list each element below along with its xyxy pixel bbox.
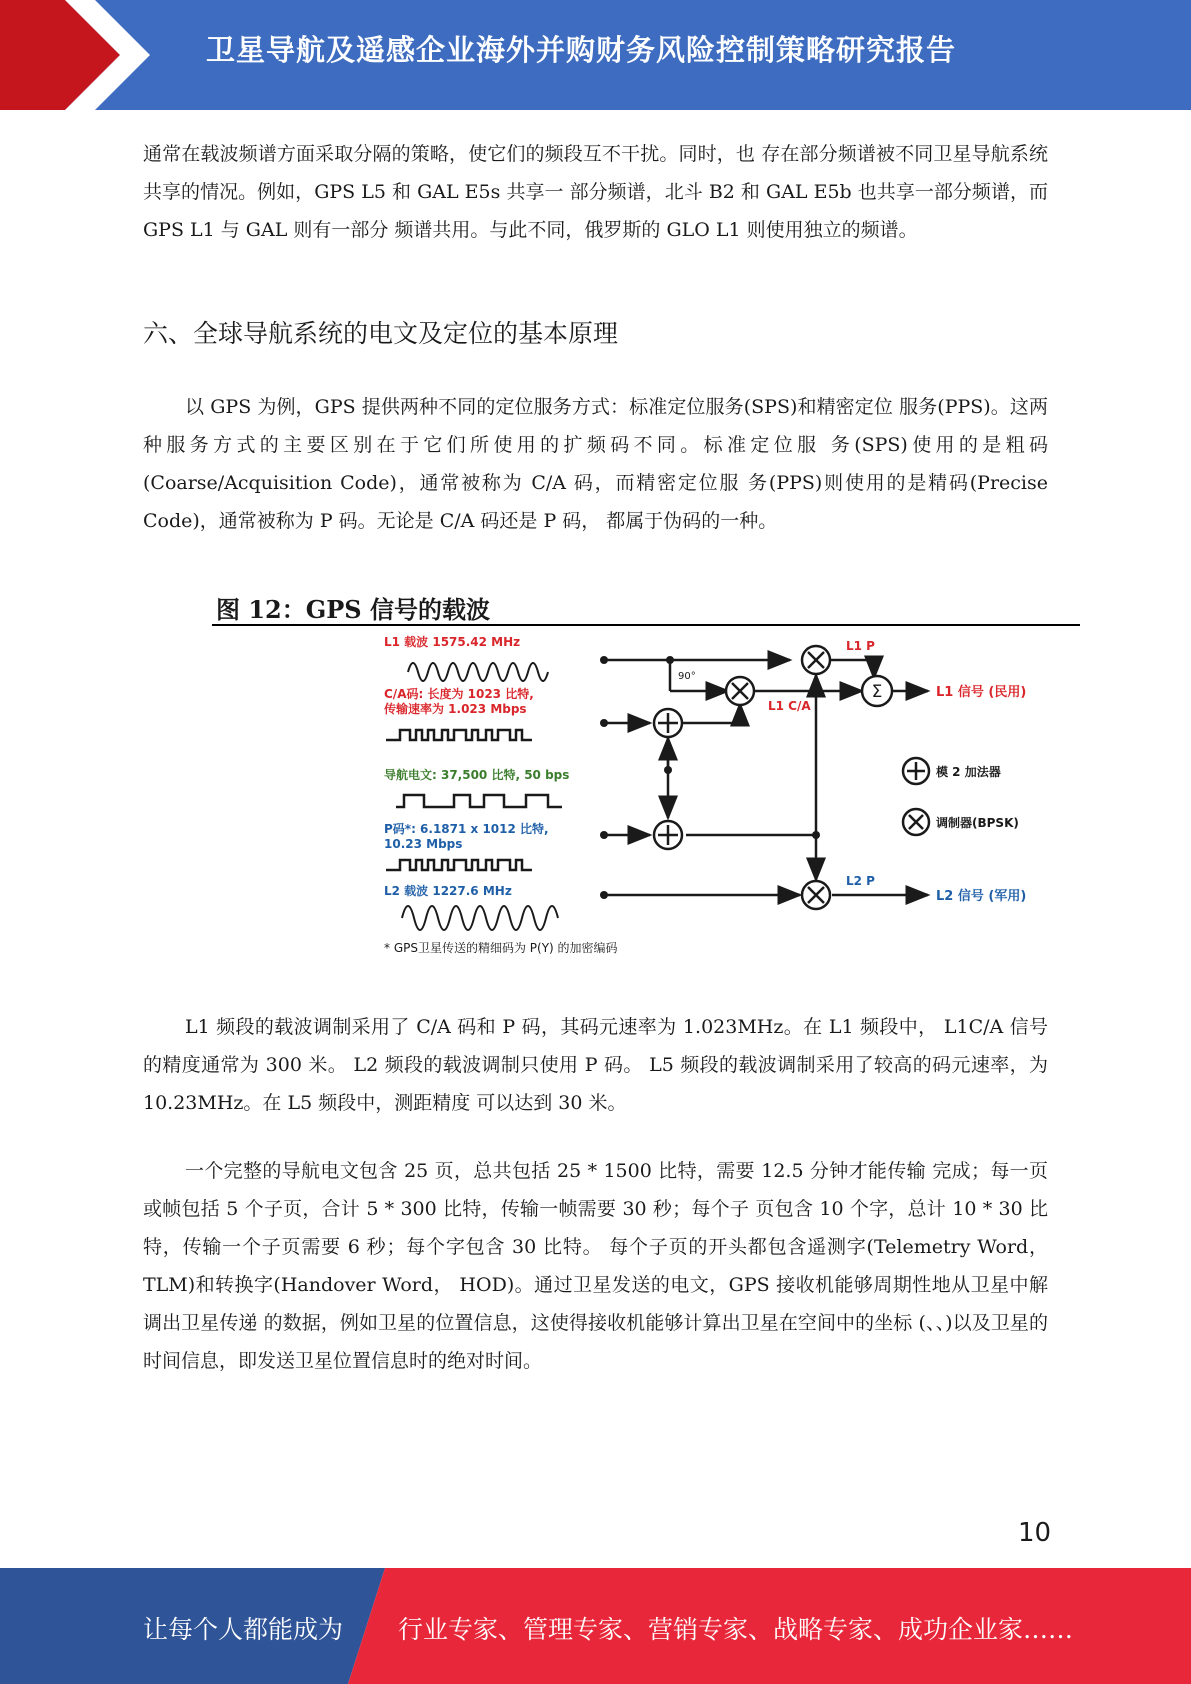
nav-message-label: 导航电文: 37,500 比特, 50 bps <box>384 768 570 782</box>
paragraph-nav-message: 一个完整的导航电文包含 25 页，总共包括 25 * 1500 比特，需要 12.5 分钟才能传输 完成；每一页或帧包括 5 个子页，合计 5 * 300 比特，传输一帧需要 30 秒；每个子 页包含 10 个字，总计 10 * 30 比特，传输一个子页需要 6 秒；每个字包含 30 比特。 每个子页的开头都包含遥测字(Telemetry Word，TLM)和转换字(Handover Word， HOD)。通过卫星发送的电文，GPS 接收机能够周期性地从卫星中解调出卫星传递 的数据，例如卫星的位置信息，这使得接收机能够计算出卫星在空间中的坐标 (、、)以及卫星的时间信息，即发送卫星位置信息时的绝对时间。 <box>143 1160 1048 1372</box>
paragraph-band-modulation: L1 频段的载波调制采用了 C/A 码和 P 码，其码元速率为 1.023MHz。在 L1 频段中， L1C/A 信号的精度通常为 300 米。 L2 频段的载波调制只使用 P 码。 L5 频段的载波调制采用了较高的码元速率，为 10.23MHz。在 L5 频段中，测距精度 可以达到 30 米。 <box>143 1016 1048 1114</box>
legend-adder-label: 模 2 加法器 <box>936 765 1001 779</box>
phase-label: 90° <box>678 671 696 682</box>
l2p-label: L2 P <box>846 874 875 888</box>
l2-carrier-label: L2 载波 1227.6 MHz <box>384 884 512 898</box>
nav-message-square-wave <box>396 795 562 807</box>
section-heading: 六、全球导航系统的电文及定位的基本原理 <box>143 319 619 348</box>
figure-title: 图 12：GPS 信号的载波 <box>216 595 490 624</box>
figure-footnote: * GPS卫星传送的精细码为 P(Y) 的加密编码 <box>384 941 618 955</box>
legend-adder-icon <box>903 758 929 784</box>
page-number: 10 <box>1018 1518 1052 1548</box>
svg-text:Σ: Σ <box>871 682 883 702</box>
l1p-label: L1 P <box>846 639 875 653</box>
l1-carrier-label: L1 载波 1575.42 MHz <box>384 635 521 649</box>
ca-code-label-2: 传输速率为 1.023 Mbps <box>384 702 527 716</box>
l1ca-multiplier <box>726 677 754 705</box>
l1p-multiplier <box>802 646 830 674</box>
l1ca-label: L1 C/A <box>768 699 811 713</box>
p-adder <box>654 821 682 849</box>
footer-slogan-left: 让每个人都能成为 <box>143 1615 344 1644</box>
page-header <box>0 0 1191 110</box>
gps-carrier-diagram <box>372 630 1062 960</box>
header-arrow-decoration <box>0 0 160 110</box>
legend-modulator-label: 调制器(BPSK) <box>936 816 1019 830</box>
figure-rule <box>212 624 1080 626</box>
legend-modulator-icon <box>903 809 929 835</box>
l2-signal-label: L2 信号 (军用) <box>936 889 1027 904</box>
paragraph-spectrum: 通常在载波频谱方面采取分隔的策略，使它们的频段互不干扰。同时，也 存在部分频谱被不同卫星导航系统共享的情况。例如，GPS L5 和 GAL E5s 共享一 部分频谱，北斗 B2 和 GAL E5b 也共享一部分频谱，而 GPS L1 与 GAL 则有一部分 频谱共用。与此不同，俄罗斯的 GLO L1 则使用独立的频谱。 <box>143 143 1048 241</box>
ca-adder <box>654 709 682 737</box>
paragraph-gps-services: 以 GPS 为例，GPS 提供两种不同的定位服务方式：标准定位服务(SPS)和精密定位 服务(PPS)。这两种服务方式的主要区别在于它们所使用的扩频码不同。标准定位服 务(SPS)使用的是粗码(Coarse/Acquisition Code)，通常被称为 C/A 码，而精密定位服 务(PPS)则使用的是精码(Precise Code)，通常被称为 P 码。无论是 C/A 码还是 P 码， 都属于伪码的一种。 <box>143 396 1048 532</box>
ca-code-label-1: C/A码: 长度为 1023 比特, <box>384 687 534 701</box>
footer-slogan-right: 行业专家、管理专家、营销专家、战略专家、成功企业家…… <box>398 1615 1074 1644</box>
l1-carrier-wave <box>408 663 548 681</box>
l2-carrier-wave <box>402 906 558 930</box>
page-footer <box>0 1568 1191 1684</box>
sum-node <box>862 676 892 706</box>
l1-signal-label: L1 信号 (民用) <box>936 685 1027 700</box>
p-code-label-2: 10.23 Mbps <box>384 837 463 851</box>
p-code-square-wave <box>386 860 532 870</box>
p-code-label-1: P码*: 6.1871 x 1012 比特, <box>384 822 549 836</box>
ca-code-square-wave <box>386 730 532 740</box>
l2p-multiplier <box>802 881 830 909</box>
report-title: 卫星导航及遥感企业海外并购财务风险控制策略研究报告 <box>206 33 957 67</box>
